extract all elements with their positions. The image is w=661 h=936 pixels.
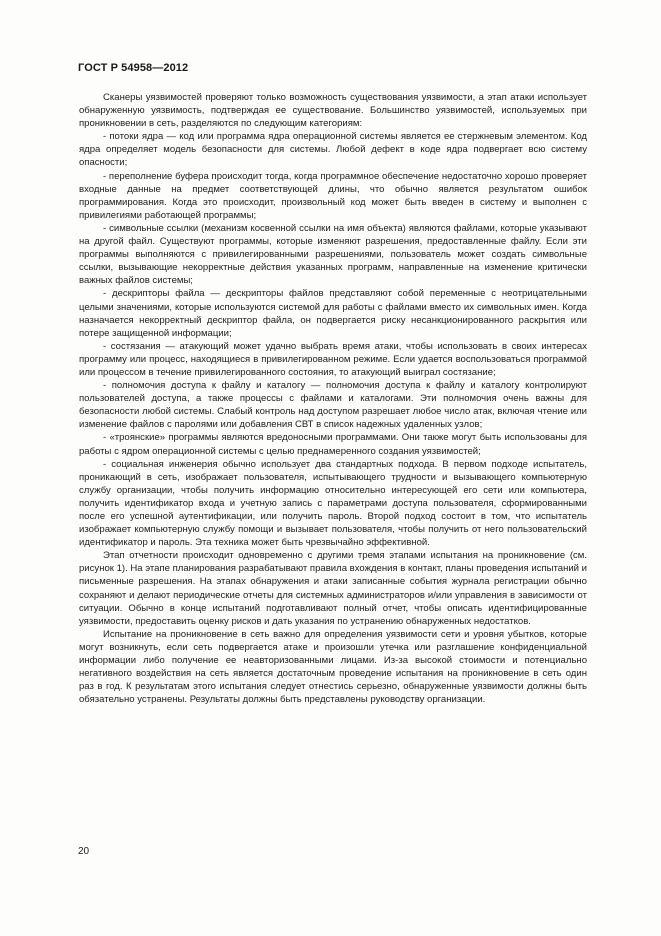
list-item-file-descriptors: - дескрипторы файла — дескрипторы файлов представляют собой переменные с неотрицательными целыми значениями, которые используются системой для работы с файлами вместо их символьных имен. Когда назначается некорректный дескриптор файла, он подвергается риску несанкционированного раскрытия или потере защищенной информации; <box>79 288 587 339</box>
list-item-trojans: - «троянские» программы являются вредоносными программами. Они также могут быть использованы для работы с ядром операционной системы с целью преднамеренного создания уязвимостей; <box>79 432 587 457</box>
document-body <box>79 91 587 706</box>
document-header: ГОСТ Р 54958—2012 <box>78 62 189 74</box>
list-item-file-permissions: - полномочия доступа к файлу и каталогу — полномочия доступа к файлу и каталогу контролируют пользователей доступа, а также процессы с файлами и каталогами. Эти полномочия очень важны для безопасности любой системы. Слабый контроль над доступом разрешает любое число атак, включая чтение или изменение файлов с паролями или добавления СВТ в список надежных удаленных узлов; <box>79 380 587 431</box>
list-item-symbolic-links: - символьные ссылки (механизм косвенной ссылки на имя объекта) являются файлами, которые указывают на другой файл. Существуют программы, которые изменяют разрешения, предоставленные файлу. Если эти программы выполняются с привилегированными разрешениями, пользователь может создать символьные ссылки, вызывающие некорректные действия указанных программ, направленные на изменение критически важных файлов системы; <box>79 222 587 287</box>
page-number: 20 <box>78 846 90 857</box>
list-item-race-conditions: - состязания — атакующий может удачно выбрать время атаки, чтобы использовать в своих интересах программу или процесс, находящиеся в привилегированном режиме. Если удается воспользоваться программой или процессом в течение привилегированного состояния, то атакующий выиграл состязание; <box>79 340 587 378</box>
paragraph-intro: Сканеры уязвимостей проверяют только возможность существования уязвимости, а этап атаки использует обнаруженную уязвимость, подтверждая ее существование. Большинство уязвимостей, используемых при проникновении в сеть, разделяются по следующим категориям: <box>79 92 587 130</box>
paragraph-reporting: Этап отчетности происходит одновременно с другими тремя этапами испытания на проникновение (см. рисунок 1). На этапе планирования разрабатывают правила вхождения в контакт, планы проведения испытаний и письменные разрешения. На этапах обнаружения и атаки записанные события журнала регистрации обычно сохраняют и делают периодические отчеты для системных администраторов и/или управления в зависимости от ситуации. Обычно в конце испытаний подготавливают полный отчет, чтобы описать идентифицированные уязвимости, предоставить оценку рисков и дать указания по устранению обнаруженных недостатков. <box>79 550 587 627</box>
list-item-kernel-threads: - потоки ядра — код или программа ядра операционной системы является ее стержневым элементом. Код ядра определяет модель безопасности для системы. Любой дефект в коде ядра подвергает всю систему опасности; <box>79 131 587 169</box>
list-item-buffer-overflow: - переполнение буфера происходит тогда, когда программное обеспечение недостаточно хорошо проверяет входные данные на предмет соответствующей длины, что обычно является результатом ошибок программирования. Когда это происходит, произвольный код может быть введен в систему и выполнен с привилегиями работающей программы; <box>79 170 587 221</box>
paragraph-conclusion: Испытание на проникновение в сеть важно для определения уязвимости сети и уровня убытков, которые могут возникнуть, если сеть подвергается атаке и произошли утечка или разглашение конфиденциальной информации либо получение ее неавторизованными лицами. Из-за высокой стоимости и потенциально негативного воздействия на сеть является достаточным проведение испытания на проникновение в сеть один раз в год. К результатам этого испытания следует отнестись серьезно, обнаруженные уязвимости должны быть обязательно устранены. Результаты должны быть представлены руководству организации. <box>79 628 587 706</box>
list-item-social-engineering: - социальная инженерия обычно использует два стандартных подхода. В первом подходе испытатель, проникающий в сеть, изображает пользователя, испытывающего трудности и вызывающего компьютерную службу организации, чтобы получить информацию относительно интересующей его сети или компьютера, получить идентификатор входа и учетную запись с параметрами доступа пользователя, сформированными после его успешной аутентификации, или получить пароль. Второй подход состоит в том, что испытатель изображает компьютерную службу помощи и вызывает пользователя, чтобы получить от него пользовательский идентификатор и пароль. Эта техника может быть чрезвычайно эффективной. <box>79 458 587 549</box>
